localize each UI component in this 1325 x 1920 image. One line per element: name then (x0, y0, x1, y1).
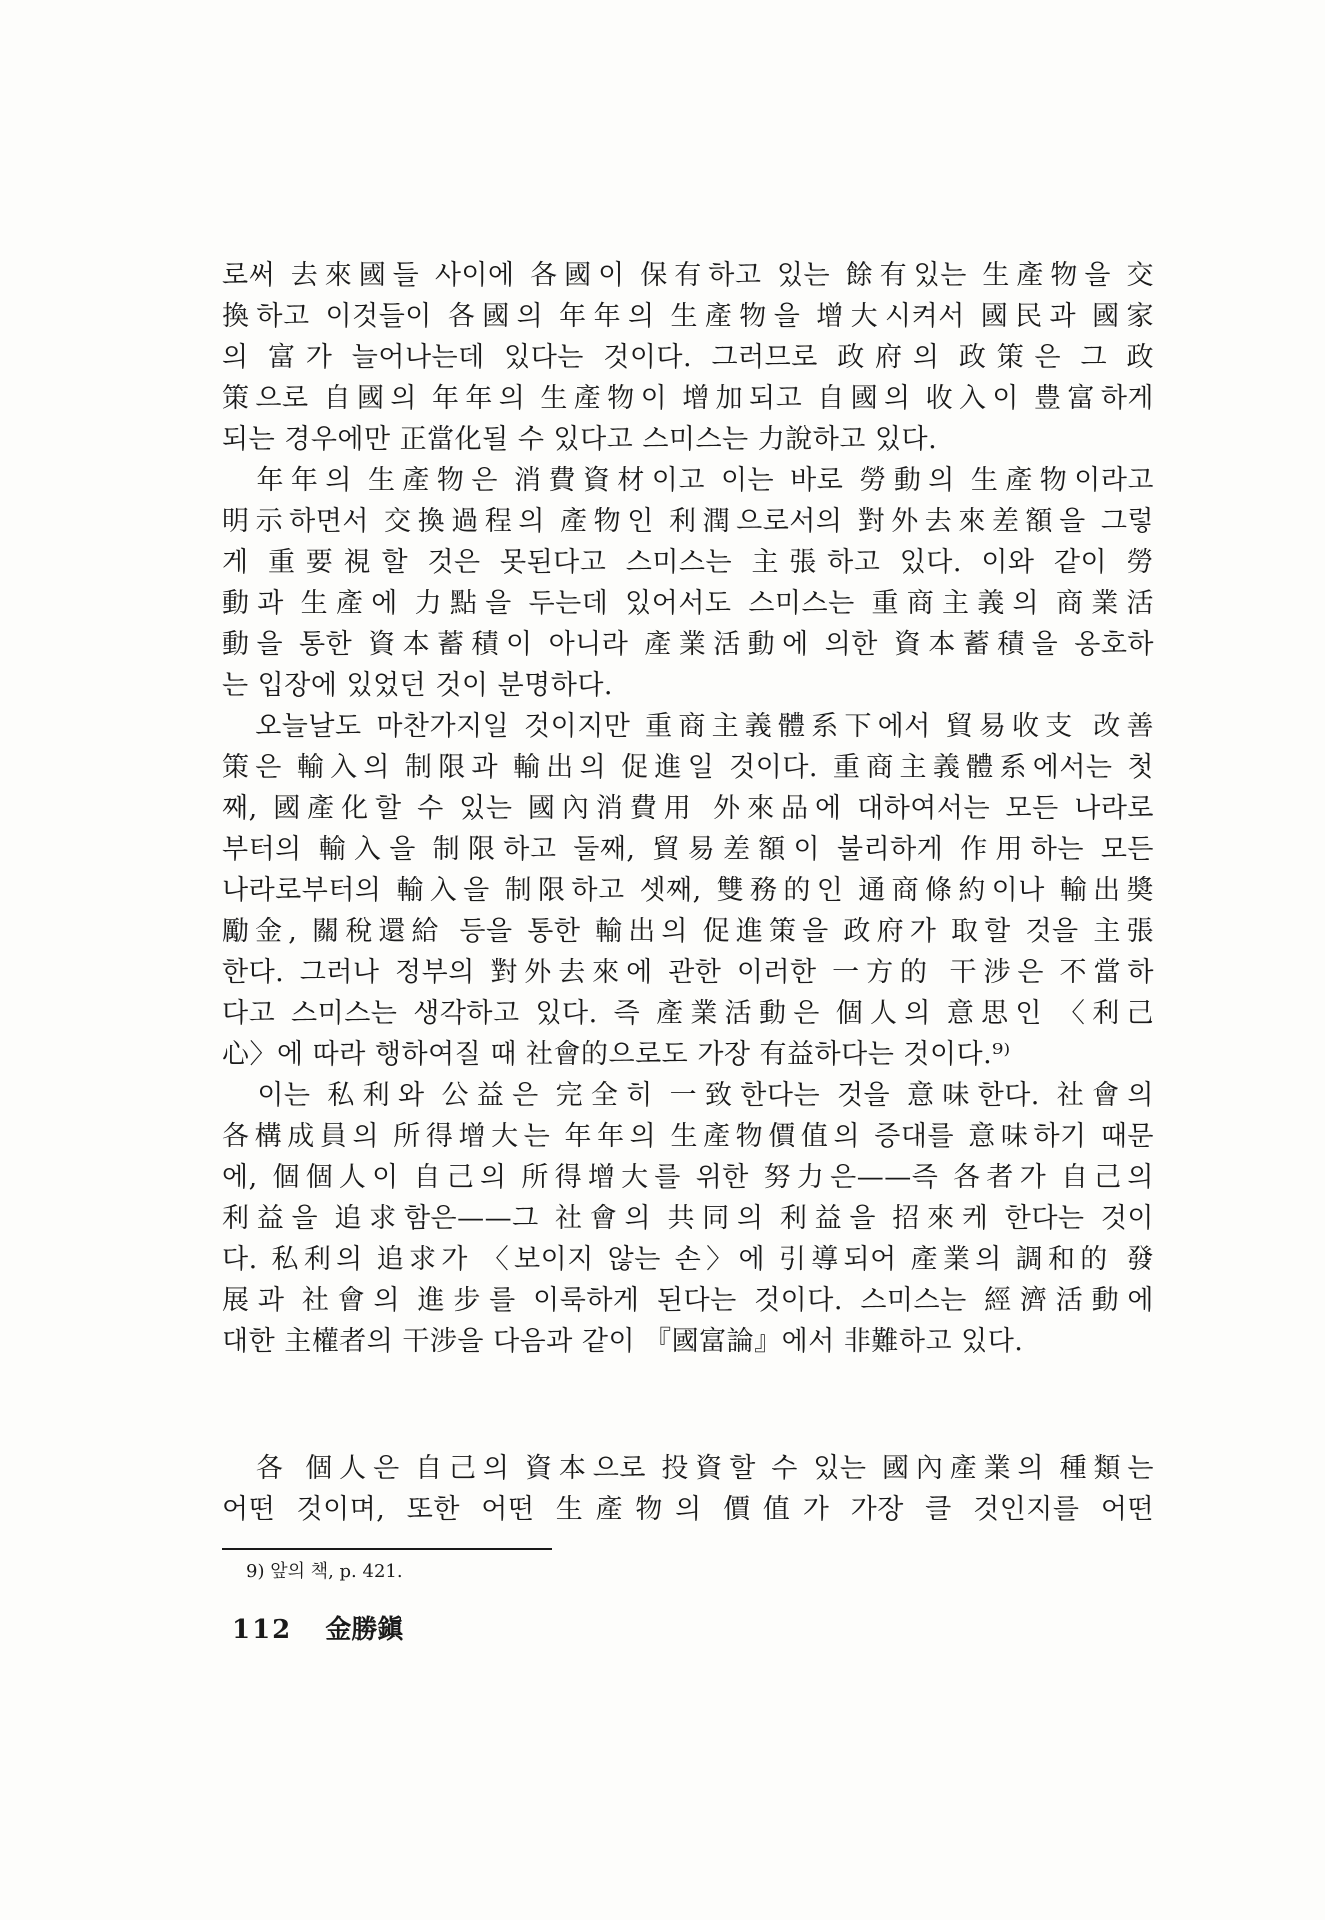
body-line: 부터의 輸入을 制限하고 둘째, 貿易差額이 불리하게 作用하는 모든 (222, 834, 1154, 865)
body-line: 動과 生產에 力點을 두는데 있어서도 스미스는 重商主義의 商業活 (222, 588, 1154, 619)
body-text (222, 255, 1154, 1362)
body-line: 다. 私利의 追求가 〈보이지 않는 손〉에 引導되어 產業의 調和的 發 (222, 1244, 1154, 1275)
body-line: 의 富가 늘어나는데 있다는 것이다. 그러므로 政府의 政策은 그 政 (222, 342, 1154, 373)
quote-line: 어떤 것이며, 또한 어떤 生產物의 價值가 가장 클 것인지를 어떤 (222, 1494, 1154, 1525)
footnote: 9) 앞의 책, p. 421. (246, 1561, 403, 1582)
block-quote (222, 1448, 1154, 1530)
body-line: 째, 國產化할 수 있는 國內消費用 外來品에 대하여서는 모든 나라로 (222, 793, 1154, 824)
body-line: 年年의 生產物은 消費資材이고 이는 바로 勞動의 生產物이라고 (222, 465, 1154, 496)
body-line: 는 입장에 있었던 것이 분명하다. (222, 670, 613, 701)
body-line: 되는 경우에만 正當化될 수 있다고 스미스는 力說하고 있다. (222, 424, 938, 455)
body-line: 策으로 自國의 年年의 生產物이 增加되고 自國의 收入이 豊富하게 (222, 383, 1154, 414)
author-name: 金勝鎭 (325, 1615, 404, 1645)
body-line: 勵金, 關稅還給 등을 통한 輸出의 促進策을 政府가 取할 것을 主張 (222, 916, 1154, 947)
body-line: 나라로부터의 輸入을 制限하고 셋째, 雙務的인 通商條約이나 輸出奬 (222, 875, 1154, 906)
body-line: 策은 輸入의 制限과 輸出의 促進일 것이다. 重商主義體系에서는 첫 (222, 752, 1154, 783)
body-line: 대한 主權者의 干涉을 다음과 같이 『國富論』에서 非難하고 있다. (222, 1326, 1024, 1357)
body-line: 各構成員의 所得增大는 年年의 生產物價值의 증대를 意味하기 때문 (222, 1121, 1154, 1152)
body-line: 換하고 이것들이 各國의 年年의 生產物을 增大시켜서 國民과 國家 (222, 301, 1154, 332)
body-line: 이는 私利와 公益은 完全히 一致한다는 것을 意味한다. 社會의 (222, 1080, 1154, 1111)
body-line: 다고 스미스는 생각하고 있다. 즉 產業活動은 個人의 意思인 〈利己 (222, 998, 1154, 1029)
body-line: 動을 통한 資本蓄積이 아니라 產業活動에 의한 資本蓄積을 옹호하 (222, 629, 1154, 660)
body-line: 明示하면서 交換過程의 產物인 利潤으로서의 對外去來差額을 그렇 (222, 506, 1154, 537)
body-line: 心〉에 따라 행하여질 때 社會的으로도 가장 有益하다는 것이다.⁹⁾ (222, 1039, 1011, 1070)
footnote-divider (222, 1548, 552, 1550)
body-line: 한다. 그러나 정부의 對外去來에 관한 이러한 一方的 干涉은 不當하 (222, 957, 1154, 988)
body-line: 게 重要視할 것은 못된다고 스미스는 主張하고 있다. 이와 같이 勞 (222, 547, 1154, 578)
body-line: 에, 個個人이 自己의 所得增大를 위한 努力은——즉 各者가 自己의 (222, 1162, 1154, 1193)
body-line: 오늘날도 마찬가지일 것이지만 重商主義體系下에서 貿易收支 改善 (222, 711, 1154, 742)
quote-line: 各 個人은 自己의 資本으로 投資할 수 있는 國內產業의 種類는 (222, 1453, 1154, 1484)
body-line: 利益을 追求함은——그 社會의 共同의 利益을 招來케 한다는 것이 (222, 1203, 1154, 1234)
page-footer (232, 1614, 403, 1646)
body-line: 展과 社會의 進步를 이룩하게 된다는 것이다. 스미스는 經濟活動에 (222, 1285, 1154, 1316)
page-number: 112 (232, 1615, 293, 1645)
body-line: 로써 去來國들 사이에 各國이 保有하고 있는 餘有있는 生產物을 交 (222, 260, 1154, 291)
